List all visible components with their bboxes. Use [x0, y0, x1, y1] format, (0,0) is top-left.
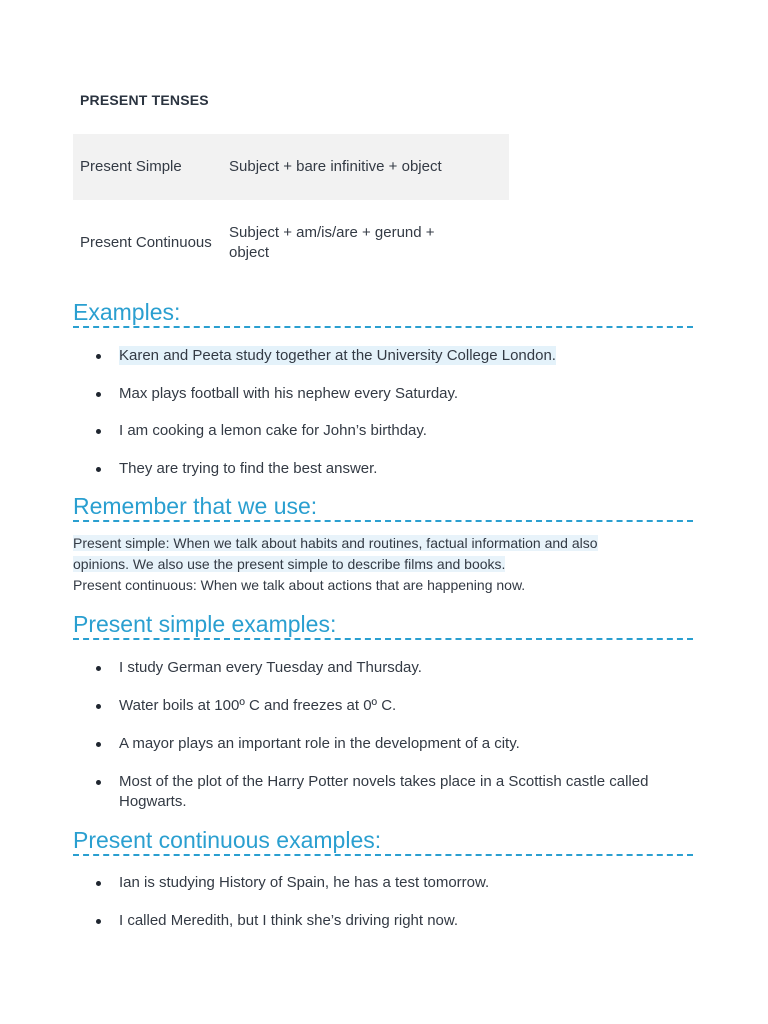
table-row [73, 134, 509, 200]
list-item-text: I study German every Tuesday and Thursday. [119, 659, 422, 676]
list-item-text: Ian is studying History of Spain, he has a test tomorrow. [119, 874, 490, 891]
list-item [73, 658, 693, 678]
tense-name-cell: Present Simple [80, 158, 182, 175]
list-item-text: Water boils at 100º C and freezes at 0º C. [119, 697, 397, 714]
list-item [73, 772, 693, 812]
list-item [73, 346, 693, 366]
bullet-icon [96, 354, 101, 359]
bullet-icon [96, 392, 101, 397]
bullet-icon [96, 742, 101, 747]
list-item [73, 421, 693, 441]
examples-heading-text: Examples: [73, 299, 181, 325]
list-item-text: Max plays football with his nephew every Saturday. [119, 385, 459, 402]
simple-examples-heading [73, 610, 693, 640]
remember-heading [73, 492, 693, 522]
list-item [73, 696, 693, 716]
bullet-icon [96, 467, 101, 472]
list-item [73, 873, 693, 893]
list-item [73, 459, 693, 479]
simple-usage-text-2: opinions. We also use the present simple to describe films and books. [73, 556, 506, 572]
page-title: PRESENT TENSES [80, 92, 209, 108]
continuous-usage-line: Present continuous: When we talk about actions that are happening now. [73, 577, 526, 593]
tense-formula-cell: Subject + am/is/are + gerund + object [229, 224, 435, 261]
list-item-text: Most of the plot of the Harry Potter novels takes place in a Scottish castle called Hogwarts. [119, 773, 649, 810]
continuous-examples-heading [73, 826, 693, 856]
list-item [73, 734, 693, 754]
list-item-text: I am cooking a lemon cake for John’s birthday. [119, 422, 427, 439]
simple-usage-line [73, 533, 693, 554]
continuous-examples-list [73, 873, 693, 931]
bullet-icon [96, 704, 101, 709]
list-item-text: They are trying to find the best answer. [119, 460, 378, 477]
bullet-icon [96, 429, 101, 434]
tense-formula-cell: Subject + bare infinitive + object [229, 158, 442, 175]
tense-name-cell: Present Continuous [80, 234, 212, 251]
list-item [73, 384, 693, 404]
remember-heading-text: Remember that we use: [73, 493, 318, 519]
list-item-text: A mayor plays an important role in the development of a city. [119, 735, 520, 752]
bullet-icon [96, 780, 101, 785]
examples-heading [73, 298, 693, 328]
tense-table [73, 134, 509, 286]
list-item-text: Karen and Peeta study together at the University College London. [119, 347, 556, 364]
simple-usage-line [73, 554, 693, 575]
list-item-text: I called Meredith, but I think she’s driving right now. [119, 912, 459, 929]
bullet-icon [96, 881, 101, 886]
simple-usage-text-1: Present simple: When we talk about habits and routines, factual information and also [73, 535, 598, 551]
list-item [73, 911, 693, 931]
bullet-icon [96, 919, 101, 924]
continuous-examples-heading-text: Present continuous examples: [73, 827, 382, 853]
bullet-icon [96, 666, 101, 671]
remember-paragraph [73, 533, 693, 596]
examples-list [73, 346, 693, 479]
simple-examples-heading-text: Present simple examples: [73, 611, 337, 637]
table-row [73, 200, 509, 286]
simple-examples-list [73, 658, 693, 812]
